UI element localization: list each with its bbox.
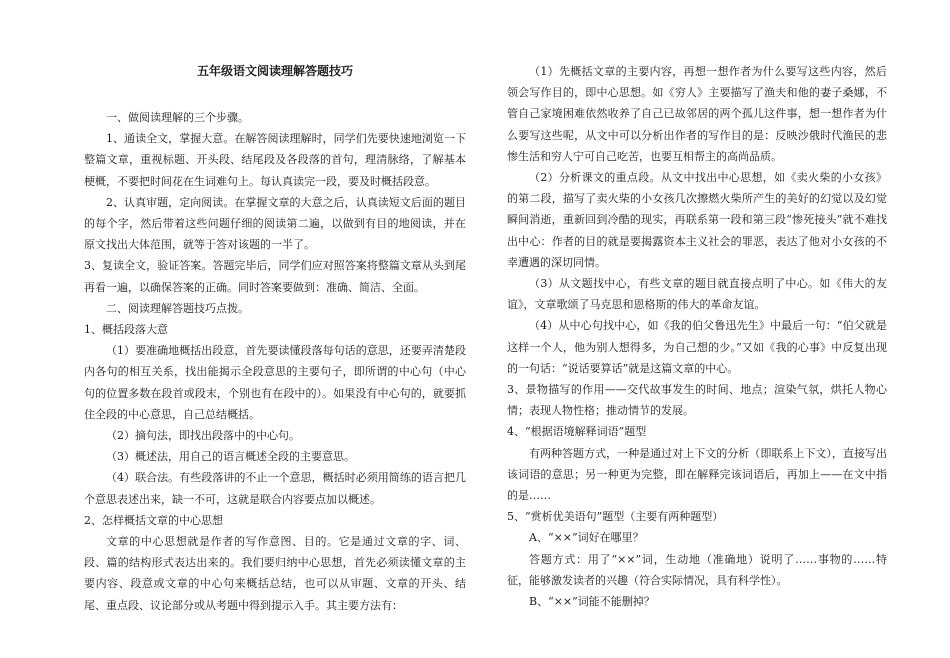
right-paragraph: B、“××”词能不能删掉？ bbox=[529, 595, 655, 609]
left-paragraph: （3）概述法，用自己的语言概述全段的主要意思。 bbox=[106, 450, 355, 464]
left-paragraph: 3、复读全文，验证答案。答题完毕后，同学们应对照答案将整篇文章从头到尾再看一遍，以确保答案的正确。同时答案要做到：准确、简洁、全面。 bbox=[84, 259, 466, 294]
document-title: 五年级语文阅读理解答题技巧 bbox=[196, 64, 353, 78]
left-paragraph: 1、通读全文，掌握大意。在解答阅读理解时，同学们先要快速地浏览一下整篇文章，重视标题、开头段、结尾段及各段落的首句，理清脉络，了解基本梗概，不要把时间花在生词难句上。每认真读完一段，要及时概括段意。 bbox=[84, 132, 466, 188]
left-paragraph: 2、怎样概括文章的中心思想 bbox=[84, 513, 223, 527]
right-paragraph: 有两种答题方式，一种是通过对上下文的分析（即联系上下文），直接写出该词语的意思；另一种更为完整，即在解释完该词语后，再加上——在文中指的是…… bbox=[507, 446, 887, 503]
right-paragraph: （1）先概括文章的主要内容，再想一想作者为什么要写这些内容，然后领会写作目的，即中心思想。如《穷人》主要描写了渔夫和他的妻子桑娜，不管自己家境困难依然收养了自己已故邻居的两个孤儿这件事，想一想作者为什么要写这些呢，从文中可以分析出作者的写作目的是：反映沙俄时代渔民的悲惨生活和穷人宁可自己吃苦，也要互相帮主的高尚品质。 bbox=[507, 65, 887, 163]
right-paragraph: 3、景物描写的作用——交代故事发生的时间、地点；渲染气氛，烘托人物心情；表现人物性格；推动情节的发展。 bbox=[507, 383, 887, 418]
left-paragraph: 文章的中心思想就是作者的写作意图、目的。它是通过文章的字、词、段、篇的结构形式表达出来的。我们要归纳中心思想，首先必须读懂文章的主要内容、段意或文章的中心句来概括总结，也可以从审题、文章的开头、结尾、重点段、议论部分或从考题中得到提示入手。其主要方法有： bbox=[84, 535, 466, 612]
left-paragraph: 1、概括段落大意 bbox=[84, 323, 168, 337]
right-paragraph: （2）分析课文的重点段。从文中找出中心思想，如《卖火柴的小女孩》的第二段，描写了卖火柴的小女孩几次擦燃火柴所产生的美好的幻觉以及幻觉瞬间消逝，重新回到冷酷的现实，再联系第一段和第三段“惨死接头”就不难找出中心：作者的目的就是要揭露资本主义社会的罪恶，表达了他对小女孩的不幸遭遇的深切同情。 bbox=[507, 171, 887, 269]
left-paragraph: （2）摘句法，即找出段落中的中心句。 bbox=[106, 429, 300, 443]
left-paragraph: 2、认真审题，定向阅读。在掌握文章的大意之后，认真读短文后面的题目的每个字，然后带着这些问题仔细的阅读第二遍，以做到有目的地阅读，并在原文找出大体范围，就等于答对该题的一半了。 bbox=[84, 195, 466, 252]
right-column bbox=[507, 61, 887, 612]
left-paragraph: （1）要准确地概括出段意，首先要读懂段落每句话的意思，还要弄清楚段内各句的相互关系，找出能揭示全段意思的主要句子，即所谓的中心句（中心句的位置多数在段首或段末，个别也有在段中的）。如果没有中心句的，就要抓住全段的中心意思，自己总结概括。 bbox=[84, 344, 466, 421]
right-paragraph: 5、“赏析优美语句”题型（主要有两种题型） bbox=[507, 510, 724, 524]
right-paragraph: 4、“根据语境解释词语”题型 bbox=[507, 425, 647, 439]
left-paragraph: 一、做阅读理解的三个步骤。 bbox=[106, 111, 249, 124]
right-paragraph: A、“××”词好在哪里？ bbox=[529, 531, 644, 545]
right-paragraph: （3）从文题找中心，有些文章的题目就直接点明了中心。如《伟大的友谊》，文章歌颂了马克思和恩格斯的伟大的革命友谊。 bbox=[507, 277, 887, 312]
right-paragraph: （4）从中心句找中心，如《我的伯父鲁迅先生》中最后一句：“伯父就是这样一个人，他为别人想得多，为自己想的少。”又如《我的心事》中反复出现的一句话：“说话要算话”就是这篇文章的中心。 bbox=[507, 319, 887, 375]
left-paragraph: （4）联合法。有些段落讲的不止一个意思，概括时必须用简练的语言把几个意思表述出来，缺一不可，这就是联合内容要点加以概述。 bbox=[84, 471, 466, 506]
left-column bbox=[84, 107, 466, 616]
right-paragraph: 答题方式：用了“××”词，生动地（准确地）说明了……事物的……特征，能够激发读者的兴趣（符合实际情况，具有科学性）。 bbox=[507, 552, 887, 587]
left-paragraph: 二、阅读理解答题技巧点拨。 bbox=[106, 301, 249, 315]
